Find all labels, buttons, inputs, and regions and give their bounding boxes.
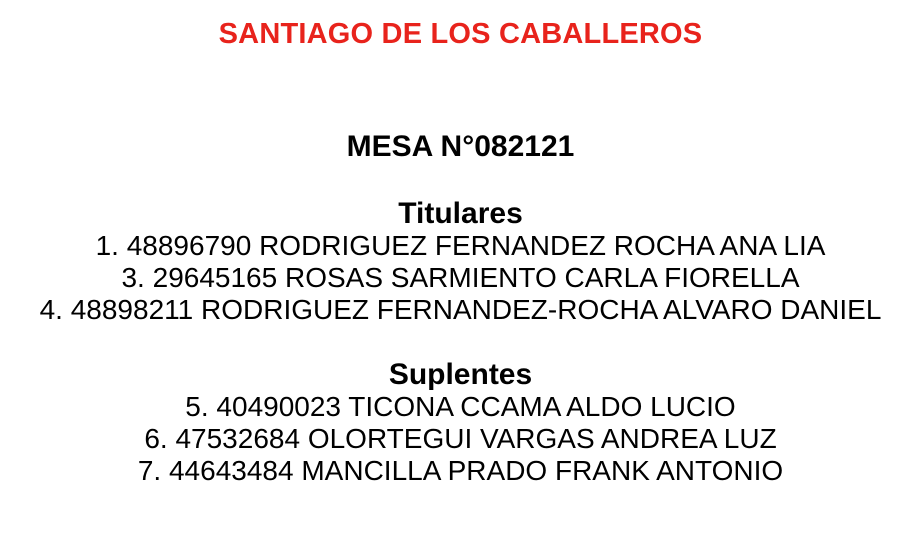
member-name: RODRIGUEZ FERNANDEZ-ROCHA ALVARO DANIEL <box>201 294 882 325</box>
member-name: TICONA CCAMA ALDO LUCIO <box>348 391 736 422</box>
member-number: 6. <box>144 423 168 454</box>
mesa-number-heading: MESA N°082121 <box>346 130 575 163</box>
member-number: 3. <box>121 262 145 293</box>
member-dni: 48896790 <box>126 230 252 261</box>
member-number: 5. <box>185 391 209 422</box>
member-number: 4. <box>39 294 63 325</box>
section-heading-titulares: Titulares <box>398 197 523 230</box>
member-number: 1. <box>95 230 119 261</box>
section-suplentes <box>0 359 921 487</box>
member-dni: 44643484 <box>168 455 294 486</box>
member-dni: 48898211 <box>70 294 194 325</box>
member-number: 7. <box>137 455 162 486</box>
member-row <box>0 391 921 423</box>
member-row <box>0 294 921 326</box>
member-row <box>0 230 921 262</box>
member-dni: 29645165 <box>152 262 278 293</box>
city-title: SANTIAGO DE LOS CABALLEROS <box>218 18 703 50</box>
member-name: MANCILLA PRADO FRANK ANTONIO <box>301 455 784 486</box>
member-row <box>0 455 921 487</box>
member-name: OLORTEGUI VARGAS ANDREA LUZ <box>307 423 777 454</box>
member-row <box>0 262 921 294</box>
section-titulares <box>0 198 921 326</box>
member-row <box>0 423 921 455</box>
section-heading-suplentes: Suplentes <box>388 358 533 391</box>
member-dni: 40490023 <box>216 391 341 422</box>
member-name: RODRIGUEZ FERNANDEZ ROCHA ANA LIA <box>259 230 826 261</box>
member-dni: 47532684 <box>175 423 301 454</box>
member-name: ROSAS SARMIENTO CARLA FIORELLA <box>284 262 800 293</box>
